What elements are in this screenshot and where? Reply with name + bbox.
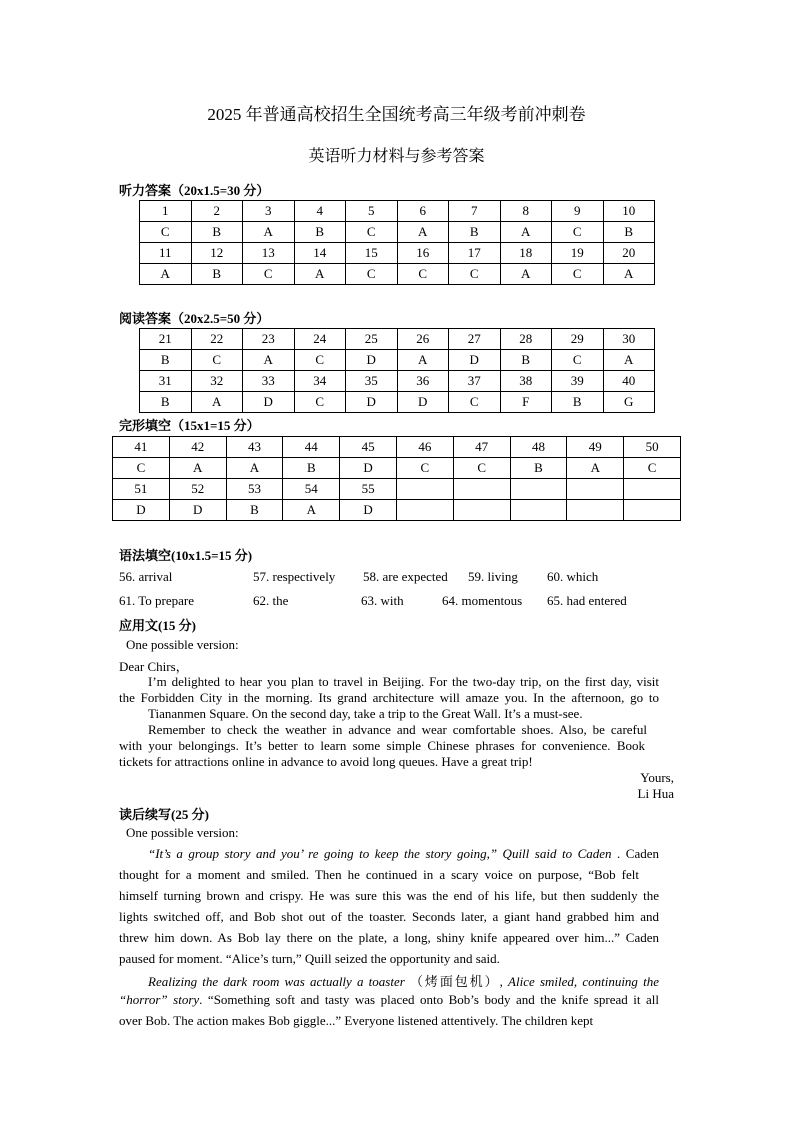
question-number-cell: 29: [552, 329, 604, 350]
answer-cell: C: [552, 264, 604, 285]
question-number-cell: 21: [140, 329, 192, 350]
letter-signature: Li Hua: [637, 786, 674, 801]
reading-heading: 阅读答案（20x2.5=50 分）: [119, 311, 270, 326]
answer-cell: C: [552, 222, 604, 243]
question-number-cell: 41: [113, 437, 170, 458]
question-number-cell: 28: [500, 329, 552, 350]
answer-cell: [510, 500, 567, 521]
answer-cell: [624, 500, 681, 521]
grammar-answer: 65. had entered: [547, 593, 627, 608]
listening-answer-table: [139, 200, 655, 285]
answer-cell: [567, 500, 624, 521]
cloze-heading: 完形填空（15x1=15 分）: [119, 418, 260, 433]
question-number-cell: 3: [243, 201, 295, 222]
answer-cell: A: [500, 264, 552, 285]
answer-cell: C: [294, 350, 346, 371]
question-number-cell: [510, 479, 567, 500]
letter-salutation: Dear Chirs，: [119, 659, 189, 674]
question-number-cell: 4: [294, 201, 346, 222]
table-row: [140, 201, 655, 222]
answer-cell: A: [243, 350, 295, 371]
answer-cell: C: [113, 458, 170, 479]
answer-cell: A: [603, 350, 655, 371]
answer-cell: A: [243, 222, 295, 243]
answer-cell: D: [340, 458, 397, 479]
table-row: [113, 458, 681, 479]
question-number-cell: 24: [294, 329, 346, 350]
page-title: 2025 年普通高校招生全国统考高三年级考前冲刺卷: [207, 105, 586, 124]
letter-heading: 应用文(15 分): [119, 618, 196, 633]
grammar-answer: 61. To prepare: [119, 593, 195, 608]
table-row: [140, 371, 655, 392]
answer-cell: B: [552, 392, 604, 413]
answer-cell: B: [226, 500, 283, 521]
question-number-cell: 35: [346, 371, 398, 392]
grammar-answer: 56. arrival: [119, 569, 173, 584]
answer-cell: B: [283, 458, 340, 479]
answer-cell: A: [397, 350, 449, 371]
answer-cell: C: [140, 222, 192, 243]
question-number-cell: [453, 479, 510, 500]
question-number-cell: 27: [449, 329, 501, 350]
question-number-cell: 44: [283, 437, 340, 458]
answer-cell: G: [603, 392, 655, 413]
grammar-answer: 64. momentous: [442, 593, 523, 608]
grammar-answer: 63. with: [361, 593, 404, 608]
table-row: [140, 350, 655, 371]
continuation-intro: One possible version:: [126, 825, 239, 840]
answer-cell: B: [294, 222, 346, 243]
question-number-cell: 12: [191, 243, 243, 264]
answer-cell: A: [283, 500, 340, 521]
question-number-cell: 52: [169, 479, 226, 500]
answer-cell: C: [453, 458, 510, 479]
continuation-heading: 读后续写(25 分): [119, 807, 209, 822]
grammar-answer: 58. are expected: [363, 569, 448, 584]
answer-cell: A: [500, 222, 552, 243]
letter-line: the Forbidden City in the morning. Its grand architecture will amaze you. In the afternoon, go to: [119, 690, 659, 705]
question-number-cell: 1: [140, 201, 192, 222]
answer-cell: C: [624, 458, 681, 479]
answer-cell: B: [140, 392, 192, 413]
question-number-cell: 22: [191, 329, 243, 350]
letter-intro: One possible version:: [126, 637, 239, 652]
letter-line: tickets for attractions online in advance to avoid long queues. Have a great trip!: [119, 754, 533, 769]
answer-cell: D: [346, 350, 398, 371]
answer-cell: A: [397, 222, 449, 243]
story-line: [119, 846, 659, 862]
answer-cell: D: [340, 500, 397, 521]
question-number-cell: 10: [603, 201, 655, 222]
question-number-cell: 17: [449, 243, 501, 264]
answer-cell: A: [226, 458, 283, 479]
story-line: [119, 971, 659, 990]
question-number-cell: 36: [397, 371, 449, 392]
question-number-cell: 33: [243, 371, 295, 392]
question-number-cell: 16: [397, 243, 449, 264]
cloze-answer-table: [112, 436, 681, 521]
question-number-cell: 54: [283, 479, 340, 500]
question-number-cell: 19: [552, 243, 604, 264]
answer-cell: B: [191, 222, 243, 243]
story-italic: Realizing the dark room was actually a toaster: [148, 974, 405, 989]
question-number-cell: 40: [603, 371, 655, 392]
story-italic: “horror” story: [119, 992, 200, 1007]
page-subtitle: 英语听力材料与参考答案: [308, 148, 485, 165]
story-line: lights switched off, and Bob shot out of the toaster. Seconds later, a giant hand grabbed him and: [119, 909, 659, 924]
answer-cell: C: [449, 264, 501, 285]
grammar-answer: 62. the: [253, 593, 289, 608]
answer-cell: D: [449, 350, 501, 371]
question-number-cell: [396, 479, 453, 500]
story-quote: “It’s a group story and you’ re going to keep the story going,” Quill said to Caden: [148, 846, 612, 861]
question-number-cell: 43: [226, 437, 283, 458]
question-number-cell: 5: [346, 201, 398, 222]
answer-cell: A: [169, 458, 226, 479]
question-number-cell: 26: [397, 329, 449, 350]
grammar-answer: 59. living: [468, 569, 518, 584]
table-row: [140, 329, 655, 350]
question-number-cell: 11: [140, 243, 192, 264]
answer-cell: A: [294, 264, 346, 285]
story-line: over Bob. The action makes Bob giggle...” Everyone listened attentively. The children kept: [119, 1013, 594, 1028]
question-number-cell: 46: [396, 437, 453, 458]
answer-cell: D: [169, 500, 226, 521]
question-number-cell: 49: [567, 437, 624, 458]
table-row: [113, 500, 681, 521]
question-number-cell: [567, 479, 624, 500]
answer-cell: C: [346, 264, 398, 285]
table-row: [140, 264, 655, 285]
question-number-cell: 31: [140, 371, 192, 392]
question-number-cell: 23: [243, 329, 295, 350]
answer-cell: C: [346, 222, 398, 243]
listening-heading: 听力答案（20x1.5=30 分）: [119, 183, 270, 198]
answer-cell: C: [552, 350, 604, 371]
story-line: himself turning brown and crispy. He was sure this was the end of his life, but then suddenly the: [119, 888, 659, 903]
question-number-cell: 2: [191, 201, 243, 222]
answer-cell: B: [500, 350, 552, 371]
question-number-cell: 7: [449, 201, 501, 222]
table-row: [113, 437, 681, 458]
answer-cell: C: [397, 264, 449, 285]
answer-cell: C: [449, 392, 501, 413]
story-chinese-gloss: （烤面包机）: [410, 974, 500, 989]
answer-cell: B: [140, 350, 192, 371]
table-row: [113, 479, 681, 500]
answer-cell: B: [191, 264, 243, 285]
story-text: . “Something soft and tasty was placed onto Bob’s body and the knife spread it all: [199, 992, 660, 1007]
question-number-cell: 20: [603, 243, 655, 264]
question-number-cell: [624, 479, 681, 500]
table-row: [140, 222, 655, 243]
question-number-cell: 34: [294, 371, 346, 392]
answer-cell: D: [113, 500, 170, 521]
question-number-cell: 47: [453, 437, 510, 458]
question-number-cell: 48: [510, 437, 567, 458]
question-number-cell: 50: [624, 437, 681, 458]
answer-cell: B: [449, 222, 501, 243]
answer-cell: A: [191, 392, 243, 413]
question-number-cell: 55: [340, 479, 397, 500]
story-line: [119, 992, 659, 1008]
story-line: thought for a moment and smiled. Then he continued in a scary voice on purpose, “Bob felt: [119, 867, 639, 882]
story-italic: , Alice smiled, continuing the: [499, 974, 660, 989]
answer-cell: D: [346, 392, 398, 413]
answer-cell: A: [603, 264, 655, 285]
question-number-cell: 45: [340, 437, 397, 458]
table-row: [140, 392, 655, 413]
answer-cell: B: [603, 222, 655, 243]
story-line: paused for moment. “Alice’s turn,” Quill seized the opportunity and said.: [119, 951, 500, 966]
question-number-cell: 9: [552, 201, 604, 222]
grammar-answer: 60. which: [547, 569, 599, 584]
question-number-cell: 13: [243, 243, 295, 264]
grammar-heading: 语法填空(10x1.5=15 分): [119, 548, 253, 563]
question-number-cell: 14: [294, 243, 346, 264]
question-number-cell: 51: [113, 479, 170, 500]
answer-cell: B: [510, 458, 567, 479]
table-row: [140, 243, 655, 264]
question-number-cell: 15: [346, 243, 398, 264]
question-number-cell: 30: [603, 329, 655, 350]
question-number-cell: 32: [191, 371, 243, 392]
story-text: . Caden: [617, 846, 660, 861]
letter-line: Tiananmen Square. On the second day, take a trip to the Great Wall. It’s a must-see.: [148, 706, 583, 721]
answer-cell: [396, 500, 453, 521]
answer-cell: D: [243, 392, 295, 413]
question-number-cell: 6: [397, 201, 449, 222]
question-number-cell: 8: [500, 201, 552, 222]
answer-cell: C: [191, 350, 243, 371]
answer-cell: C: [243, 264, 295, 285]
grammar-answer: 57. respectively: [253, 569, 336, 584]
letter-line: I’m delighted to hear you plan to travel in Beijing. For the two-day trip, on the first day, visit: [148, 674, 659, 689]
answer-cell: C: [396, 458, 453, 479]
answer-cell: C: [294, 392, 346, 413]
question-number-cell: 18: [500, 243, 552, 264]
story-line: threw him down. As Bob lay there on the plate, a long, shiny knife appeared over him...” Caden: [119, 930, 659, 945]
answer-cell: A: [567, 458, 624, 479]
answer-cell: D: [397, 392, 449, 413]
letter-line: with your belongings. It’s better to learn some simple Chinese phrases for convenience. Book: [119, 738, 645, 753]
answer-cell: [453, 500, 510, 521]
reading-answer-table: [139, 328, 655, 413]
answer-cell: A: [140, 264, 192, 285]
question-number-cell: 53: [226, 479, 283, 500]
letter-line: Remember to check the weather in advance and wear comfortable shoes. Also, be careful: [148, 722, 647, 737]
question-number-cell: 37: [449, 371, 501, 392]
question-number-cell: 39: [552, 371, 604, 392]
question-number-cell: 38: [500, 371, 552, 392]
question-number-cell: 25: [346, 329, 398, 350]
answer-cell: F: [500, 392, 552, 413]
letter-closing: Yours,: [640, 770, 674, 785]
question-number-cell: 42: [169, 437, 226, 458]
